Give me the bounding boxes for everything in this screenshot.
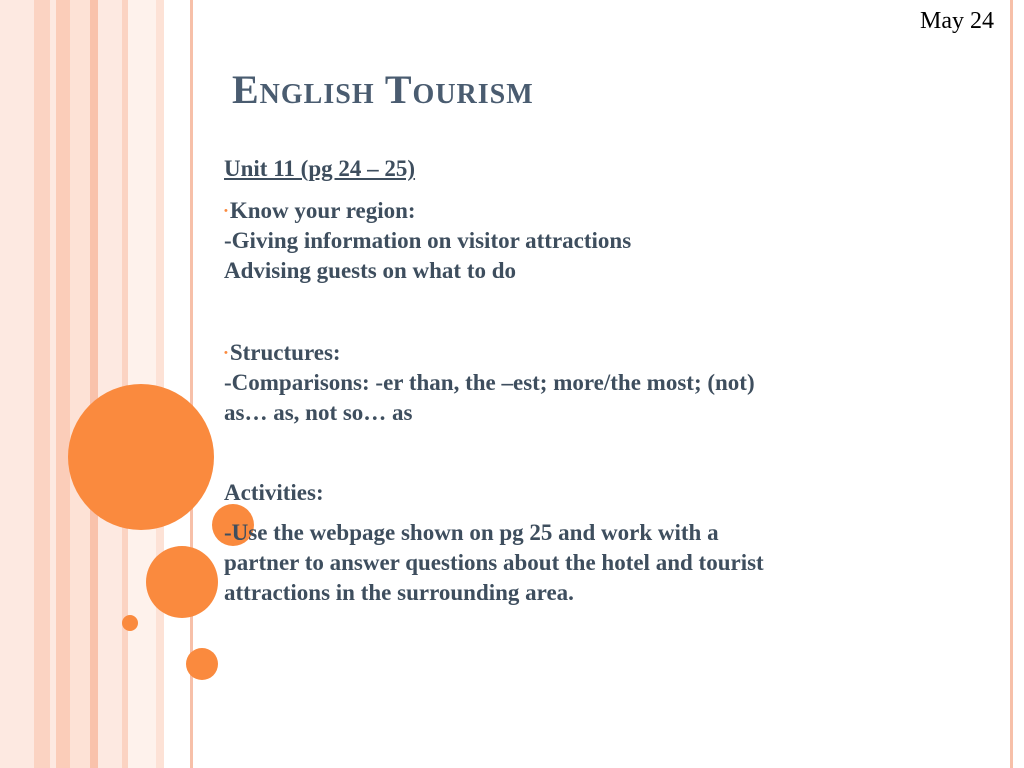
section-line: •Know your region: xyxy=(224,198,416,223)
section-line: as… as, not so… as xyxy=(224,400,413,425)
section-line: Activities: xyxy=(224,480,324,505)
decor-circle-medium xyxy=(146,546,218,618)
decor-divider-line xyxy=(1010,0,1013,768)
slide-date: May 24 xyxy=(920,8,994,34)
section-line: -Giving information on visitor attractions xyxy=(224,228,632,253)
bullet-icon: • xyxy=(224,205,228,217)
section-line: -Comparisons: -er than, the –est; more/the most; (not) xyxy=(224,370,755,395)
slide-title: English Tourism xyxy=(232,67,534,112)
decor-stripe xyxy=(70,0,90,768)
decor-stripe xyxy=(98,0,122,768)
decor-circle-tiny xyxy=(122,615,138,631)
section-line: -Use the webpage shown on pg 25 and work with a xyxy=(224,520,719,545)
section-line: •Structures: xyxy=(224,340,341,365)
decor-stripe xyxy=(34,0,50,768)
decor-stripe xyxy=(156,0,164,768)
decor-stripe xyxy=(0,0,34,768)
section-line: partner to answer questions about the hotel and tourist xyxy=(224,550,764,575)
section-know-region xyxy=(224,196,984,286)
section-activities-heading xyxy=(224,478,984,508)
decor-circle-dot xyxy=(186,648,218,680)
decor-circle-large xyxy=(68,384,214,530)
decor-stripe xyxy=(56,0,70,768)
section-structures xyxy=(224,338,984,428)
slide-content xyxy=(224,154,984,656)
section-activities-body xyxy=(224,518,984,608)
decor-stripe xyxy=(90,0,98,768)
section-line: Advising guests on what to do xyxy=(224,258,517,283)
unit-heading: Unit 11 (pg 24 – 25) xyxy=(224,156,416,181)
bullet-icon: • xyxy=(224,347,228,359)
section-line: attractions in the surrounding area. xyxy=(224,580,574,605)
